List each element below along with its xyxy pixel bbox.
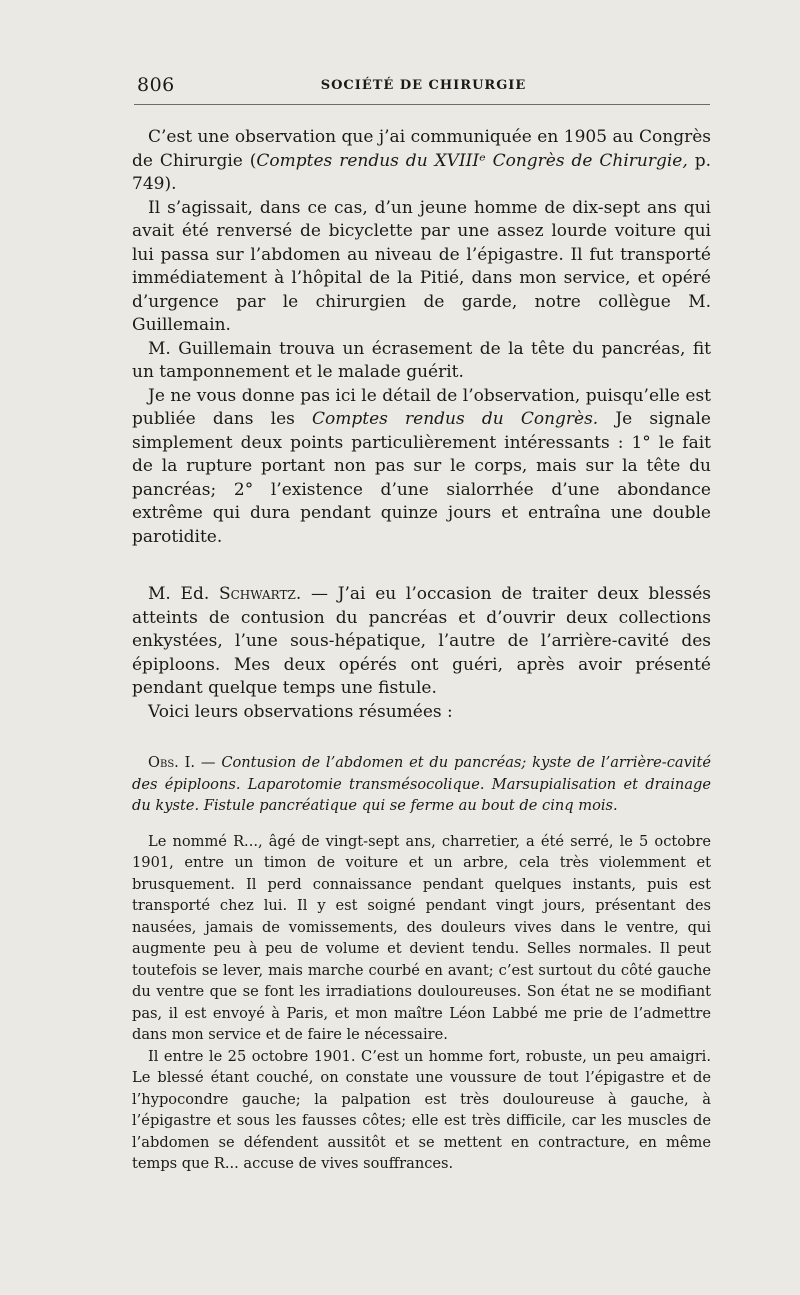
page-header — [137, 74, 710, 98]
observation-label: Obs. I. — — [148, 754, 222, 771]
page-number: 806 — [137, 74, 175, 96]
speaker-name: Schwartz — [218, 584, 296, 604]
page-body — [132, 126, 711, 1175]
running-title: SOCIÉTÉ DE CHIRURGIE — [320, 78, 527, 93]
citation-title: Comptes rendus du XVIIIᵉ Congrès de Chirurgie, — [256, 150, 688, 171]
observation-title: Contusion de l’abdomen et du pancréas; kyste de l’arrière-cavité des épiploons. Laparotomie transmésocolique. Marsupialisation et drainage du kyste. Fistule pancréatique qui se ferme au bout de cinq mois. — [132, 754, 711, 814]
observation-heading — [132, 752, 711, 817]
paragraph-congress-details — [132, 385, 711, 550]
text-run: . — J’ai eu l’occasion de traiter deux blessés atteints de contusion du pancréas et d’ouvrir deux collections enkystées, l’une sous-hépatique, l’autre de l’arrière-cavité des épiploons. Mes deux opérés ont guéri, après avoir présenté pendant quelque temps une fistule. — [132, 584, 711, 698]
speaker-prefix: M. Ed. — [148, 584, 210, 604]
paragraph-guillemain: M. Guillemain trouva un écrasement de la tête du pancréas, fit un tamponnement et le malade guérit. — [132, 338, 711, 382]
paragraph-case-history: Le nommé R..., âgé de vingt-sept ans, charretier, a été serré, le 5 octobre 1901, entre un timon de voiture et un arbre, cela très violemment et brusquement. Il perd connaissance pendant quelques instants, puis est transporté chez lui. Il y est soigné pendant vingt jours, présentant des nausées, jamais de vomissements, des douleurs vives dans le ventre, qui augmente peu à peu de volume et devient tendu. Selles normales. Il peut toutefois se lever, mais marche courbé en avant; c’est surtout du côté gauche du ventre que se font les irradiations douloureuses. Son état ne se modifiant pas, il est envoyé à Paris, et mon maître Léon Labbé me prie de l’admettre dans mon service et de faire le nécessaire. — [132, 832, 711, 1043]
header-rule — [134, 104, 710, 105]
text-run: C’est une observation que j’ai communiquée en 1905 au Congrès de Chirurgie ( — [132, 127, 711, 171]
paragraph-schwartz — [132, 583, 711, 701]
paragraph-intro-observations: Voici leurs observations résumées : — [148, 701, 453, 722]
text-run: Je ne vous donne pas ici le détail de l’observation, puisqu’elle est publiée dans les — [132, 385, 711, 429]
citation-title: Comptes rendus du Congrès. — [312, 409, 599, 429]
paragraph-case-description: Il s’agissait, dans ce cas, d’un jeune homme de dix-sept ans qui avait été renversé de bicyclette par une assez lourde voiture qui lui passa sur l’abdomen au niveau de l’épigastre. Il fut transporté immédiatement à l’hôpital de la Pitié, dans mon service, et opéré d’urgence par le chirurgien de garde, notre collègue M. Guillemain. — [132, 197, 711, 335]
paragraph-admission: Il entre le 25 octobre 1901. C’est un homme fort, robuste, un peu amaigri. Le blessé étant couché, on constate une voussure de tout l’épigastre et de l’hypocondre gauche; la palpation est très douloureuse à gauche, à l’épigastre et sous les fausses côtes; elle est très difficile, car les muscles de l’abdomen se défendent aussitôt et se mettent en contracture, en même temps que R... accuse de vives souffrances. — [132, 1047, 711, 1172]
text-run: Je signale simplement deux points particulièrement intéressants : 1° le fait de la rupture portant non pas sur le corps, mais sur la tête du pancréas; 2° l’existence d’une sialorrhée d’une abondance extrême qui dura pendant quinze jours et entraîna une double parotidite. — [132, 409, 711, 547]
paragraph-observation-reference — [132, 126, 711, 197]
text-run: p. 749). — [132, 150, 711, 194]
